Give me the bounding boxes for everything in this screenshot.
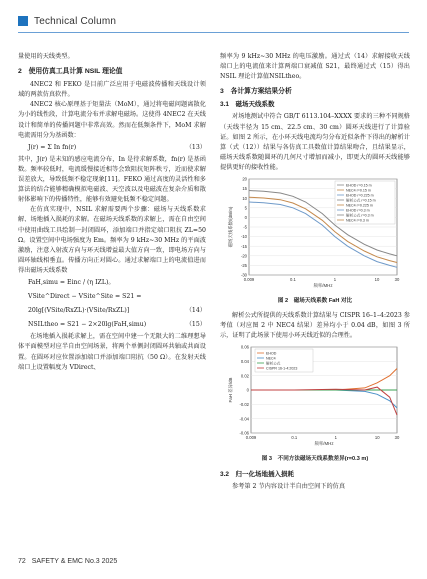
page-number: 72 [18,558,26,565]
paragraph: 参考第 2 节内容设计半自由空间下的仿真 [232,482,346,490]
paragraph: 在仿真实现中，NSIL 求解需要两个步骤：磁场与天线系数求解、场地插入损耗的求解。在磁场天线系数的求解上，需在自由空间中使用曲线工具绘制一封闭圆环，添加端口并指定端口阻抗 ZL=50 Ω。设置空间中电场强度为 Em。频率为 9 kHz~30 MHz 的平面波激励，注意入射波方向与环天线增益最大值方向一致，即电场方向与圆环轴线相垂直。传播方向正对圆心。通过求解端口上的电流值进而得出磁场天线系数 [18,206,206,274]
y-tick-label: 5 [244,205,247,211]
equation-body: J(r) = Σ In fn(r) [28,143,77,151]
y-tick-label: -20 [240,253,247,259]
y-tick-label: -0.06 [239,431,249,437]
x-tick-label: 0.009 [243,277,255,283]
right-column [220,52,410,492]
legend-entry: EHOD r=0.15 m [346,183,372,188]
equation-body: 20lg[(VSite/RxZL)·(VSite/RxZL)] [28,307,130,315]
equation-13 [18,141,206,155]
y-tick-label: -25 [240,263,247,269]
legend-entry: 解析公式 r=0.3 m [346,213,374,218]
equation-14 [18,304,206,318]
figure-3-caption: 图 3 不同方法磁场天线系数差异(r=0.3 m) [261,456,369,463]
x-tick-label: 0.1 [290,277,296,283]
y-tick-label: -30 [240,272,247,278]
equation-14a [18,290,206,304]
y-tick-label: -5 [243,224,247,230]
legend-entry: NEC4 r=0.225 m [346,203,373,208]
figure-2-caption: 图 2 磁场天线系数 FaH 对比 [277,298,353,305]
legend-entry: 解析公式 r=0.15 m [346,198,376,203]
column-title: Technical Column [34,15,117,27]
x-tick-label: 1 [333,277,337,283]
paragraph: 对场地测试中符合 GB/T 6113.104–XXXX 要求的三种不同规格（天线半径为 15 cm、22.5 cm、30 cm）圆环天线进行了计算验证。如图 2 所示，在小环天线电流均匀分布近似条件下得出的解析计算（式（12））结果与各仿真工具数值计算结果吻合，且结果显示，磁场天线系数随圆环的几何尺寸增加而减小，即更大的圆环天线能够提供更好的接收性能。 [220,113,410,171]
y-tick-label: -0.04 [239,416,249,422]
figure-2-chart [225,175,405,293]
section-heading-3: 3 各计算方案结果分析 [220,88,292,96]
equation-number: （15） [185,321,206,329]
paragraph: 量使用的天线类型。 [18,53,74,60]
y-tick-label: 0.06 [240,345,249,351]
x-axis-label: 频率/MHz [313,283,333,289]
x-tick-label: 30 [394,277,400,283]
column-header [18,14,116,28]
subsection-heading-3-1: 3.1 磁场天线系数 [220,101,275,109]
legend-entry: NEC4 [266,356,276,361]
equation-number: （13） [185,143,206,151]
equation-fa [18,276,206,290]
equation-number: （14） [185,307,206,315]
x-tick-label: 1 [334,435,337,441]
y-tick-label: 0.04 [240,359,249,365]
legend-entry: NEC4 r=0.15 m [346,188,371,193]
section-heading-2: 2 使用仿真工具计算 NSIL 理论值 [18,68,123,76]
x-tick-label: 10 [374,277,380,283]
y-tick-label: 20 [242,176,247,182]
legend-entry: 解析公式 [266,361,281,366]
paragraph: 在场地插入损耗求解上，需在空间中建一个无限大的二维理想导体平面模型对应半自由空间场景，将两个单侧封闭圆环共轴或共面设置。在圆环对应位置添加端口并添加端口阻抗（50 Ω）。在发射天线端口上设置幅度为 VDirect、 [18,333,206,371]
legend-entry: CISPR 16-1-4:2023 [266,366,298,371]
x-tick-label: 0.009 [245,435,257,441]
header-rule [18,32,409,33]
y-tick-label: -0.02 [239,402,249,408]
x-tick-label: 30 [394,435,400,441]
x-axis-label: 频率/MHz [314,441,334,447]
paragraph: 频率为 9 kHz~30 MHz 的电压激励。通过式（14）求解接收天线端口上的电流值来计算两端口衰减值 S21，最终通过式（15）得出 NSIL 理论计算值NSILtheo。 [220,53,410,81]
y-axis-label: 磁场天线系数/(dB/m) [228,206,233,248]
figure-3-chart [225,343,405,451]
page-footer [18,558,117,565]
paragraph: 4NEC2 和 FEKO 是目前广泛应用于电磁波传播和天线设计领域的两款仿真软件。 [18,81,206,99]
header-square-icon [18,16,28,26]
equation-body: FaH,simu = Einc / (η IZL)。 [28,278,115,286]
y-axis-label: FaH 差异/dB [228,377,233,403]
paragraph: 解析公式所提供的天线系数计算结果与 CISPR 16–1–4:2023 参考值（对应图 2 中 NEC4 结果）差异均小于 0.04 dB，如图 3 所示，证明了此场景下使用小环天线近似的合理性。 [220,312,410,340]
equation-body: VSite^Direct − VSite^Site = S21 = [28,293,142,301]
equation-body: NSILtheo = S21 − 2×20lg(FaH,simu) [28,321,147,329]
legend-entry: EHOD [266,351,277,356]
legend-entry: EHOD r=0.3 m [346,208,370,213]
y-tick-label: -15 [240,243,247,249]
y-tick-label: 10 [242,195,247,201]
equation-15 [18,318,206,332]
legend-entry: EHOD r=0.225 m [346,193,374,198]
y-tick-label: -10 [240,234,247,240]
subsection-heading-3-2: 3.2 归一化场地插入损耗 [220,470,295,478]
paragraph: 其中，J(r) 是未知的感应电流分布，In 是待求解系数，fn(r) 是基函数。频率较低时，电流缓慢接近相等会致阻抗矩阵秩亏，近而使求解误差放大，导致低频不稳定现象[11]。FEKO 通过高度的灵活性和多算法的结合能够精确模拟电磁波、天空波以及电磁波在复杂介质和散射体影响下的传播特性，能够有效避免低频不稳定问题。 [18,155,206,204]
y-tick-label: 0 [246,388,249,394]
y-tick-label: 15 [242,186,247,192]
left-column [18,52,206,373]
x-tick-label: 10 [374,435,380,441]
journal-name: SAFETY & EMC No.3 2025 [31,558,118,565]
paragraph: 4NEC2 核心原理基于矩量法（MoM），通过将电磁问题离散化为小的线性段，计算电流分布并求解电磁场。这使得 4NEC2 在天线设计和简单的传播问题中非常高效。然而在低频条件下，MoM 求解电流需用分为基函数： [18,101,206,139]
y-tick-label: 0.02 [240,373,249,379]
x-tick-label: 0.1 [291,435,298,441]
legend-entry: NEC4 r=0.3 m [346,218,369,223]
y-tick-label: 0 [244,215,247,221]
